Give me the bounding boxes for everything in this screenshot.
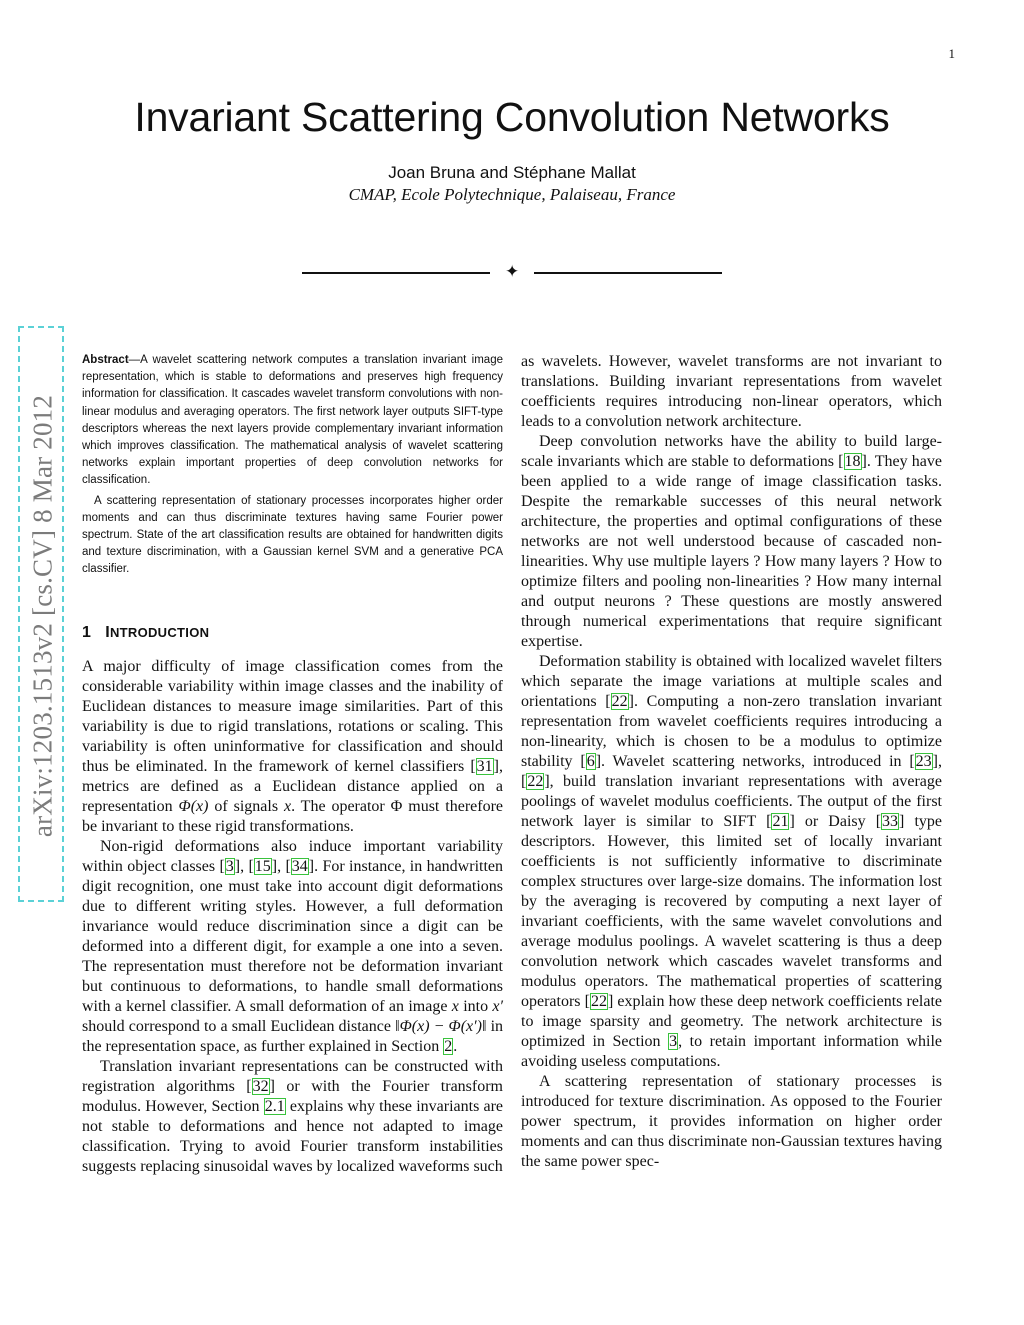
citation-link-23[interactable]: 23 [915,753,932,770]
divider-star-icon: ✦ [505,262,520,281]
text-run: ] type descriptors. However, this limited set of locally invariant coefficients is not sufficiently informative to discriminate complex structures over large-size domains. The information lost by the averaging is recovered by computing a next layer of invariant coefficients, with the same wavelet convolutions and average modulus poolings. A wavelet scattering is thus a deep convolution network which cascades wavelet transforms and modulus operators. The mathematical properties of scattering operators [ [521,813,943,1010]
right-paragraph-3 [521,652,942,1072]
text-run: of signals [208,797,284,815]
divider-line-left [302,272,490,274]
text-run: ] or Daisy [ [789,813,882,830]
right-column [521,352,942,1172]
title-divider [302,262,722,282]
section-title-initial: I [105,623,110,641]
text-run: . [453,1037,458,1055]
intro-paragraph-1 [82,657,503,837]
text-run: ] explain how these deep network coefficients relate to image sparsity and geometry. The network architecture is optimized in Section [521,993,943,1050]
text-run: explains why these invariants are not stable to deformations and hence not adapted to image classification. Trying to avoid Fourier transform instabilities suggests replacing sinusoidal waves by localized waveforms such [82,1097,504,1175]
section-link-2[interactable]: 2 [444,1037,453,1055]
math-x: x [283,797,292,815]
paper-affiliation: CMAP, Ecole Polytechnique, Palaiseau, France [348,185,676,204]
citation-link-21[interactable]: 21 [772,813,789,830]
intro-paragraph-3 [82,1057,503,1177]
text-run: in the representation space, as further explained in Section [82,1017,504,1055]
text-run: ]. For instance, in handwritten digit recognition, one must take into account digit deformations due to different writing styles. However, a full deformation invariance would reduce discrimination since a digit can be deformed into a different digit, for example a one into a seven. The representation must therefore not be deformation invariant but continuous to deformations, to handle small deformations with a kernel classifier. A small deformation of an image [82,857,503,1015]
text-run: A major difficulty of image classification comes from the considerable variability within image classes and the inability of Euclidean distances to measure image similarities. Part of this variability is due to rigid translations, rotations or scaling. This variability is often uninformative for classification and should thus be eliminated. In the framework of kernel classifiers [ [82,657,503,775]
math-phi-x: Φ(x) [178,797,209,815]
citation-link-3[interactable]: 3 [225,857,234,875]
section-heading-introduction [82,623,503,643]
left-column [82,352,503,1177]
citation-link-32[interactable]: 32 [252,1077,269,1095]
text-run: ]. Computing a non-zero translation invariant representation from wavelet coefficients requires introducing a non-linearity, which is chosen to be a modulus to optimize stability [ [521,693,942,770]
citation-link-34[interactable]: 34 [291,857,308,875]
text-run: , to retain important information while avoiding useless computations. [521,1033,942,1070]
text-run: into [458,997,493,1015]
text-run: ], [ [521,753,942,790]
math-norm: ‖Φ(x) − Φ(x′)‖ [395,1017,487,1035]
citation-link-31[interactable]: 31 [476,757,493,775]
citation-link-18[interactable]: 18 [844,453,861,470]
text-run: ] or with the Fourier transform modulus. However, Section [82,1077,503,1115]
citation-link-22[interactable]: 22 [590,993,607,1010]
section-link-2-1[interactable]: 2.1 [264,1097,285,1115]
text-run: . The operator [291,797,391,815]
citation-link-15[interactable]: 15 [254,857,271,875]
citation-link-22[interactable]: 22 [611,693,628,710]
citation-link-22[interactable]: 22 [527,773,544,790]
paper-authors: Joan Bruna and Stéphane Mallat [388,163,636,182]
page-number: 1 [948,46,955,61]
right-paragraph-4: A scattering representation of stationary processes is introduced for texture discrimination. As opposed to the Fourier power spectrum, it provides information on higher order moments and can thus discriminate non-Gaussian textures having the same power spec- [521,1073,942,1170]
paper-title: Invariant Scattering Convolution Networks [134,94,890,140]
math-x-prime: x′ [492,997,504,1015]
text-run: ]. Wavelet scattering networks, introduced in [ [595,753,915,770]
right-paragraph-2 [521,432,942,652]
section-link-3[interactable]: 3 [669,1033,678,1050]
math-phi: Φ [390,797,403,815]
intro-paragraph-2 [82,837,503,1057]
text-run: ], build translation invariant representations with average poolings of wavelet modulus coefficients. The output of the first network layer is similar to SIFT [ [521,773,942,830]
abstract-text-1: —A wavelet scattering network computes a translation invariant image representation, which is stable to deformations and preserves high frequency information for classification. It cascades wavelet transform convolutions with non-linear modulus and averaging operators. The first network layer outputs SIFT-type descriptors whereas the next layers provide complementary invariant information which improves classification. The mathematical analysis of wavelet scattering networks explain important properties of deep convolution networks for classification. [82,354,503,487]
text-run: should correspond to a small Euclidean distance [82,1017,396,1035]
text-run: Deformation stability is obtained with localized wavelet filters which separate the image variations at multiple scales and orientations [ [521,653,942,710]
abstract-label: Abstract [82,354,129,366]
section-title-rest: NTRODUCTION [109,624,210,640]
text-run: ]. They have been applied to a wide range of image classification tasks. Despite the remarkable successes of this neural network architecture, the properties and optimal configurations of these networks are not well understood because of cascaded non-linearities. Why use multiple layers ? How many layers ? How to optimize filters and pooling non-linearities ? How many internal and output neurons ? These questions are mostly answered through numerical experimentations that require significant expertise. [521,453,943,650]
text-run: Deep convolution networks have the ability to build large-scale invariants which are stable to deformations [ [521,433,942,470]
text-run: Non-rigid deformations also induce important variability within object classes [ [82,837,503,875]
text-run: ], [ [234,857,254,875]
text-run: ], [ [271,857,291,875]
divider-line-right [534,272,722,274]
text-run: must therefore be invariant to these rigid transformations. [82,797,504,835]
text-run: Translation invariant representations can be constructed with registration algorithms [ [82,1057,503,1095]
section-number: 1 [82,623,92,641]
arxiv-stamp[interactable] [18,326,64,902]
abstract-paragraph-2: A scattering representation of stationary processes incorporates higher order moments and can thus discriminate textures having same Fourier power spectrum. State of the art classification results are obtained for handwritten digits and texture discrimination, with a Gaussian kernel SVM and a generative PCA classifier. [82,494,503,576]
arxiv-stamp-text: arXiv:1203.1513v2 [cs.CV] 8 Mar 2012 [27,394,58,838]
math-x: x [451,997,459,1015]
citation-link-33[interactable]: 33 [882,813,899,830]
citation-link-6[interactable]: 6 [586,753,595,770]
text-run: ], metrics are defined as a Euclidean distance applied on a representation [82,757,503,815]
right-paragraph-1: as wavelets. However, wavelet transforms are not invariant to translations. Building invariant representations from wavelet coefficients requires introducing non-linear operators, which leads to a convolution network architecture. [521,353,942,430]
abstract-paragraph-1 [82,352,503,490]
